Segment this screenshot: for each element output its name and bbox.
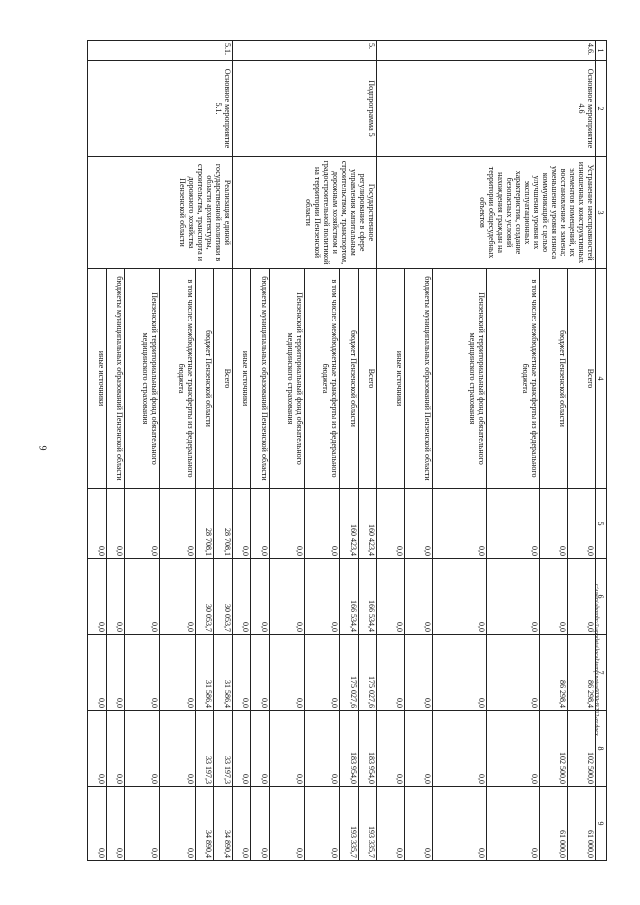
amount-cell: 0,0	[567, 559, 595, 635]
column-header: 2	[596, 61, 607, 157]
amount-cell: 0,0	[433, 787, 486, 861]
amount-cell: 0,0	[232, 489, 251, 559]
amount-cell: 183 954,0	[340, 711, 359, 787]
amount-cell: 166 534,4	[358, 559, 377, 635]
amount-cell: 0,0	[405, 635, 433, 711]
amount-cell: 0,0	[269, 635, 304, 711]
amount-cell: 0,0	[125, 489, 160, 559]
amount-cell: 0,0	[125, 787, 160, 861]
column-header: 6	[596, 559, 607, 635]
amount-cell: 0,0	[160, 787, 195, 861]
amount-cell: 0,0	[433, 635, 486, 711]
amount-cell: 0,0	[486, 635, 539, 711]
amount-cell: 0,0	[251, 489, 270, 559]
row-name-cell: Основное мероприятие 4.6	[377, 61, 596, 157]
table-row	[567, 41, 595, 861]
amount-cell: 0,0	[269, 559, 304, 635]
amount-cell: 0,0	[269, 787, 304, 861]
funding-source-cell: Всего	[358, 269, 377, 489]
amount-cell: 0,0	[433, 489, 486, 559]
funding-source-cell: Пензенский территориальный фонд обязательного медицинского страхования	[433, 269, 486, 489]
amount-cell: 0,0	[251, 559, 270, 635]
file-path-footer: c:\users\shorob~1\appdata\local\temp\notes6030c8\212-zr.docx	[593, 583, 599, 737]
column-header: 8	[596, 711, 607, 787]
funding-source-cell: Пензенский территориальный фонд обязательного медицинского страхования	[269, 269, 304, 489]
amount-cell: 0,0	[405, 711, 433, 787]
amount-cell: 183 954,0	[358, 711, 377, 787]
amount-cell: 0,0	[232, 711, 251, 787]
amount-cell: 0,0	[305, 489, 340, 559]
funding-source-cell: иные источники	[377, 269, 405, 489]
amount-cell: 0,0	[433, 711, 486, 787]
amount-cell: 0,0	[106, 635, 125, 711]
amount-cell: 0,0	[405, 489, 433, 559]
row-description-cell: Устранение неисправностей изношенных конструктивных элементов помещений, их восстановление и замена; уменьшение уровня износа коммуникаций с целью улучшения уровня их эксплуатационных характеристик, создание безопасных условий нахождения граждан на территории общеcудебных объектов	[377, 157, 596, 269]
amount-cell: 0,0	[539, 489, 567, 559]
funding-source-cell: бюджеты муниципальных образований Пензенской области	[106, 269, 125, 489]
amount-cell: 0,0	[160, 711, 195, 787]
amount-cell: 0,0	[377, 559, 405, 635]
amount-cell: 0,0	[567, 489, 595, 559]
amount-cell: 0,0	[377, 711, 405, 787]
amount-cell: 193 335,7	[340, 787, 359, 861]
amount-cell: 86 298,4	[567, 635, 595, 711]
row-code-cell: 5.1.	[88, 41, 233, 61]
amount-cell: 0,0	[160, 559, 195, 635]
amount-cell: 86 298,4	[539, 635, 567, 711]
amount-cell: 0,0	[251, 635, 270, 711]
row-code-cell: 5.	[232, 41, 377, 61]
amount-cell: 0,0	[305, 635, 340, 711]
amount-cell: 30 053,7	[214, 559, 233, 635]
amount-cell: 0,0	[269, 711, 304, 787]
table-body	[88, 41, 596, 861]
amount-cell: 33 197,3	[195, 711, 214, 787]
funding-source-cell: в том числе: межбюджетные трансферты из федерального бюджета	[305, 269, 340, 489]
column-header: 4	[596, 269, 607, 489]
column-header: 5	[596, 489, 607, 559]
funding-source-cell: бюджеты муниципальных образований Пензенской области	[251, 269, 270, 489]
amount-cell: 61 000,0	[539, 787, 567, 861]
row-code-cell: 4.6.	[377, 41, 596, 61]
row-name-cell: Подпрограмма 5	[232, 61, 377, 157]
column-header: 3	[596, 157, 607, 269]
amount-cell: 0,0	[539, 559, 567, 635]
amount-cell: 102 500,0	[567, 711, 595, 787]
amount-cell: 34 890,4	[195, 787, 214, 861]
funding-source-cell: в том числе: межбюджетные трансферты из федерального бюджета	[486, 269, 539, 489]
table-row	[214, 41, 233, 861]
amount-cell: 0,0	[305, 711, 340, 787]
budget-table	[87, 40, 607, 861]
amount-cell: 0,0	[305, 559, 340, 635]
amount-cell: 34 890,4	[214, 787, 233, 861]
amount-cell: 0,0	[377, 635, 405, 711]
amount-cell: 0,0	[106, 489, 125, 559]
amount-cell: 0,0	[251, 787, 270, 861]
funding-source-cell: иные источники	[88, 269, 107, 489]
amount-cell: 102 500,0	[539, 711, 567, 787]
column-header: 9	[596, 787, 607, 861]
amount-cell: 28 708,1	[195, 489, 214, 559]
amount-cell: 0,0	[486, 711, 539, 787]
amount-cell: 0,0	[486, 787, 539, 861]
amount-cell: 0,0	[125, 635, 160, 711]
amount-cell: 0,0	[251, 711, 270, 787]
row-name-cell: Основное мероприятие 5.1.	[88, 61, 233, 157]
amount-cell: 0,0	[486, 559, 539, 635]
amount-cell: 28 708,1	[214, 489, 233, 559]
amount-cell: 0,0	[106, 787, 125, 861]
column-header: 1	[596, 41, 607, 61]
amount-cell: 0,0	[377, 787, 405, 861]
amount-cell: 166 534,4	[340, 559, 359, 635]
amount-cell: 160 423,4	[340, 489, 359, 559]
amount-cell: 0,0	[486, 489, 539, 559]
funding-source-cell: бюджет Пензенской области	[539, 269, 567, 489]
funding-source-cell: иные источники	[232, 269, 251, 489]
amount-cell: 31 586,4	[195, 635, 214, 711]
amount-cell: 0,0	[88, 711, 107, 787]
amount-cell: 175 027,6	[358, 635, 377, 711]
amount-cell: 0,0	[269, 489, 304, 559]
amount-cell: 0,0	[232, 559, 251, 635]
amount-cell: 0,0	[106, 711, 125, 787]
funding-source-cell: Всего	[567, 269, 595, 489]
amount-cell: 0,0	[88, 635, 107, 711]
table-row	[358, 41, 377, 861]
amount-cell: 30 053,7	[195, 559, 214, 635]
amount-cell: 0,0	[125, 711, 160, 787]
amount-cell: 0,0	[377, 489, 405, 559]
amount-cell: 0,0	[88, 489, 107, 559]
amount-cell: 0,0	[106, 559, 125, 635]
amount-cell: 31 586,4	[214, 635, 233, 711]
funding-source-cell: бюджет Пензенской области	[340, 269, 359, 489]
amount-cell: 0,0	[433, 559, 486, 635]
amount-cell: 0,0	[405, 559, 433, 635]
row-description-cell: Реализация единой государственной политики в области архитектуры, строительства, транспорта и дорожного хозяйства Пензенской области	[88, 157, 233, 269]
row-description-cell: Государственное регулирование в сфере управления капитальным строительством, транспортом, дорожным хозяйством и градостроительной политикой на территории Пензенской области	[232, 157, 377, 269]
funding-source-cell: Пензенский территориальный фонд обязательного медицинского страхования	[125, 269, 160, 489]
rotated-table-sheet	[87, 40, 607, 860]
amount-cell: 61 000,0	[567, 787, 595, 861]
funding-source-cell: Всего	[214, 269, 233, 489]
amount-cell: 0,0	[88, 559, 107, 635]
amount-cell: 0,0	[232, 635, 251, 711]
column-number-row	[596, 41, 607, 861]
amount-cell: 175 027,6	[340, 635, 359, 711]
amount-cell: 0,0	[232, 787, 251, 861]
amount-cell: 0,0	[88, 787, 107, 861]
amount-cell: 193 335,7	[358, 787, 377, 861]
amount-cell: 33 197,3	[214, 711, 233, 787]
amount-cell: 160 423,4	[358, 489, 377, 559]
amount-cell: 0,0	[405, 787, 433, 861]
funding-source-cell: бюджет Пензенской области	[195, 269, 214, 489]
column-header: 7	[596, 635, 607, 711]
page-number: 9	[36, 445, 48, 451]
funding-source-cell: бюджеты муниципальных образований Пензенской области	[405, 269, 433, 489]
amount-cell: 0,0	[160, 635, 195, 711]
funding-source-cell: в том числе: межбюджетные трансферты из федерального бюджета	[160, 269, 195, 489]
amount-cell: 0,0	[160, 489, 195, 559]
amount-cell: 0,0	[125, 559, 160, 635]
amount-cell: 0,0	[305, 787, 340, 861]
